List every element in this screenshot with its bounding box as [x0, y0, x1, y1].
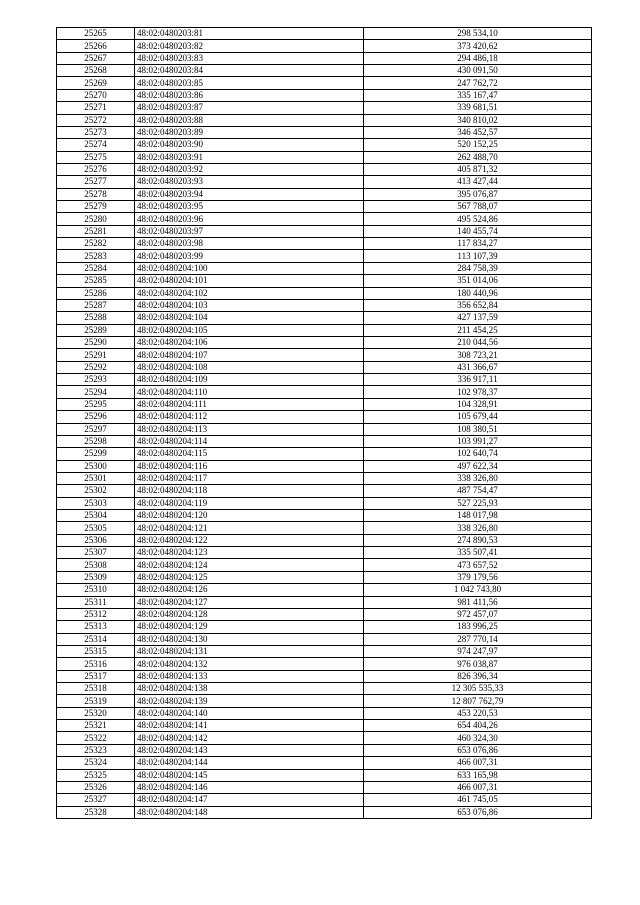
cadastral-number-cell: 48:02:0480204:146: [135, 781, 364, 793]
table-row: [57, 460, 592, 472]
value-cell: 148 017,98: [364, 510, 592, 522]
table-row: [57, 645, 592, 657]
cadastral-number-cell: 48:02:0480204:104: [135, 312, 364, 324]
cadastral-number-cell: 48:02:0480204:108: [135, 361, 364, 373]
row-number-cell: 25319: [57, 695, 135, 707]
cadastral-number-cell: 48:02:0480204:101: [135, 275, 364, 287]
table-row: [57, 176, 592, 188]
cadastral-number-cell: 48:02:0480204:139: [135, 695, 364, 707]
cadastral-number-cell: 48:02:0480204:109: [135, 374, 364, 386]
row-number-cell: 25308: [57, 559, 135, 571]
table-row: [57, 720, 592, 732]
cadastral-number-cell: 48:02:0480203:83: [135, 52, 364, 64]
value-cell: 1 042 743,80: [364, 584, 592, 596]
cadastral-number-cell: 48:02:0480204:140: [135, 707, 364, 719]
table-row: [57, 89, 592, 101]
cadastral-number-cell: 48:02:0480204:129: [135, 621, 364, 633]
cadastral-number-cell: 48:02:0480204:115: [135, 448, 364, 460]
row-number-cell: 25265: [57, 28, 135, 40]
table-row: [57, 77, 592, 89]
table-row: [57, 114, 592, 126]
value-cell: 294 486,18: [364, 52, 592, 64]
cadastral-number-cell: 48:02:0480204:123: [135, 547, 364, 559]
value-cell: 180 440,96: [364, 287, 592, 299]
row-number-cell: 25312: [57, 608, 135, 620]
cadastral-number-cell: 48:02:0480203:93: [135, 176, 364, 188]
table-row: [57, 386, 592, 398]
cadastral-number-cell: 48:02:0480204:133: [135, 670, 364, 682]
row-number-cell: 25291: [57, 349, 135, 361]
value-cell: 461 745,05: [364, 794, 592, 806]
row-number-cell: 25276: [57, 163, 135, 175]
table-row: [57, 510, 592, 522]
row-number-cell: 25286: [57, 287, 135, 299]
row-number-cell: 25271: [57, 102, 135, 114]
cadastral-number-cell: 48:02:0480203:87: [135, 102, 364, 114]
row-number-cell: 25297: [57, 423, 135, 435]
value-cell: 12 305 535,33: [364, 683, 592, 695]
row-number-cell: 25323: [57, 744, 135, 756]
table-row: [57, 435, 592, 447]
table-row: [57, 621, 592, 633]
cadastral-number-cell: 48:02:0480203:99: [135, 250, 364, 262]
cadastral-number-cell: 48:02:0480203:89: [135, 126, 364, 138]
table-row: [57, 398, 592, 410]
table-row: [57, 584, 592, 596]
table-row: [57, 559, 592, 571]
value-cell: 981 411,56: [364, 596, 592, 608]
row-number-cell: 25318: [57, 683, 135, 695]
table-row: [57, 201, 592, 213]
value-cell: 284 758,39: [364, 262, 592, 274]
table-row: [57, 596, 592, 608]
value-cell: 113 107,39: [364, 250, 592, 262]
value-cell: 427 137,59: [364, 312, 592, 324]
table-row: [57, 534, 592, 546]
table-row: [57, 213, 592, 225]
row-number-cell: 25269: [57, 77, 135, 89]
value-cell: 466 007,31: [364, 757, 592, 769]
cadastral-number-cell: 48:02:0480204:147: [135, 794, 364, 806]
cadastral-number-cell: 48:02:0480204:102: [135, 287, 364, 299]
value-cell: 338 326,80: [364, 522, 592, 534]
row-number-cell: 25277: [57, 176, 135, 188]
row-number-cell: 25316: [57, 658, 135, 670]
table-row: [57, 411, 592, 423]
cadastral-number-cell: 48:02:0480204:110: [135, 386, 364, 398]
cadastral-number-cell: 48:02:0480204:103: [135, 299, 364, 311]
value-cell: 102 978,37: [364, 386, 592, 398]
value-cell: 346 452,57: [364, 126, 592, 138]
cadastral-number-cell: 48:02:0480203:91: [135, 151, 364, 163]
value-cell: 336 917,11: [364, 374, 592, 386]
table-row: [57, 262, 592, 274]
value-cell: 497 622,34: [364, 460, 592, 472]
row-number-cell: 25309: [57, 571, 135, 583]
table-row: [57, 571, 592, 583]
value-cell: 974 247,97: [364, 645, 592, 657]
table-row: [57, 28, 592, 40]
cadastral-number-cell: 48:02:0480204:105: [135, 324, 364, 336]
table-row: [57, 448, 592, 460]
cadastral-number-cell: 48:02:0480204:145: [135, 769, 364, 781]
row-number-cell: 25270: [57, 89, 135, 101]
value-cell: 105 679,44: [364, 411, 592, 423]
table-row: [57, 225, 592, 237]
cadastral-number-cell: 48:02:0480204:143: [135, 744, 364, 756]
row-number-cell: 25278: [57, 188, 135, 200]
value-cell: 335 507,41: [364, 547, 592, 559]
row-number-cell: 25281: [57, 225, 135, 237]
row-number-cell: 25307: [57, 547, 135, 559]
cadastral-number-cell: 48:02:0480204:141: [135, 720, 364, 732]
table-row: [57, 163, 592, 175]
table-row: [57, 65, 592, 77]
cadastral-number-cell: 48:02:0480204:121: [135, 522, 364, 534]
value-cell: 262 488,70: [364, 151, 592, 163]
value-cell: 104 328,91: [364, 398, 592, 410]
cadastral-number-cell: 48:02:0480204:130: [135, 633, 364, 645]
cadastral-number-cell: 48:02:0480204:125: [135, 571, 364, 583]
cadastral-number-cell: 48:02:0480203:82: [135, 40, 364, 52]
cadastral-number-cell: 48:02:0480204:132: [135, 658, 364, 670]
table-row: [57, 683, 592, 695]
table-row: [57, 188, 592, 200]
table-row: [57, 287, 592, 299]
row-number-cell: 25283: [57, 250, 135, 262]
table-row: [57, 707, 592, 719]
row-number-cell: 25274: [57, 139, 135, 151]
value-cell: 527 225,93: [364, 497, 592, 509]
table-body: [57, 28, 592, 819]
row-number-cell: 25325: [57, 769, 135, 781]
cadastral-number-cell: 48:02:0480204:138: [135, 683, 364, 695]
row-number-cell: 25327: [57, 794, 135, 806]
value-cell: 12 807 762,79: [364, 695, 592, 707]
table-row: [57, 744, 592, 756]
value-cell: 140 455,74: [364, 225, 592, 237]
row-number-cell: 25290: [57, 336, 135, 348]
row-number-cell: 25287: [57, 299, 135, 311]
cadastral-number-cell: 48:02:0480204:112: [135, 411, 364, 423]
table-row: [57, 658, 592, 670]
row-number-cell: 25289: [57, 324, 135, 336]
cadastral-number-cell: 48:02:0480204:126: [135, 584, 364, 596]
row-number-cell: 25314: [57, 633, 135, 645]
table-row: [57, 126, 592, 138]
value-cell: 487 754,47: [364, 485, 592, 497]
table-row: [57, 250, 592, 262]
row-number-cell: 25284: [57, 262, 135, 274]
row-number-cell: 25275: [57, 151, 135, 163]
table-row: [57, 633, 592, 645]
row-number-cell: 25320: [57, 707, 135, 719]
row-number-cell: 25311: [57, 596, 135, 608]
cadastral-number-cell: 48:02:0480204:113: [135, 423, 364, 435]
cadastral-number-cell: 48:02:0480204:111: [135, 398, 364, 410]
value-cell: 351 014,06: [364, 275, 592, 287]
value-cell: 495 524,86: [364, 213, 592, 225]
table-row: [57, 757, 592, 769]
row-number-cell: 25303: [57, 497, 135, 509]
value-cell: 338 326,80: [364, 472, 592, 484]
value-cell: 466 007,31: [364, 781, 592, 793]
value-cell: 826 396,34: [364, 670, 592, 682]
table-row: [57, 497, 592, 509]
row-number-cell: 25328: [57, 806, 135, 818]
row-number-cell: 25317: [57, 670, 135, 682]
value-cell: 633 165,98: [364, 769, 592, 781]
cadastral-number-cell: 48:02:0480204:144: [135, 757, 364, 769]
data-table: [56, 27, 592, 819]
cadastral-number-cell: 48:02:0480204:100: [135, 262, 364, 274]
table-row: [57, 40, 592, 52]
row-number-cell: 25310: [57, 584, 135, 596]
cadastral-number-cell: 48:02:0480204:106: [135, 336, 364, 348]
value-cell: 340 810,02: [364, 114, 592, 126]
cadastral-number-cell: 48:02:0480204:127: [135, 596, 364, 608]
value-cell: 567 788,07: [364, 201, 592, 213]
value-cell: 653 076,86: [364, 806, 592, 818]
table-row: [57, 151, 592, 163]
table-row: [57, 299, 592, 311]
table-row: [57, 695, 592, 707]
row-number-cell: 25293: [57, 374, 135, 386]
cadastral-number-cell: 48:02:0480203:98: [135, 238, 364, 250]
value-cell: 460 324,30: [364, 732, 592, 744]
value-cell: 976 038,87: [364, 658, 592, 670]
table-row: [57, 794, 592, 806]
cadastral-number-cell: 48:02:0480204:122: [135, 534, 364, 546]
table-row: [57, 374, 592, 386]
cadastral-number-cell: 48:02:0480204:120: [135, 510, 364, 522]
table-row: [57, 670, 592, 682]
table-row: [57, 547, 592, 559]
value-cell: 211 454,25: [364, 324, 592, 336]
value-cell: 108 380,51: [364, 423, 592, 435]
row-number-cell: 25268: [57, 65, 135, 77]
cadastral-number-cell: 48:02:0480204:119: [135, 497, 364, 509]
value-cell: 395 076,87: [364, 188, 592, 200]
table-row: [57, 608, 592, 620]
table-row: [57, 139, 592, 151]
cadastral-number-cell: 48:02:0480203:96: [135, 213, 364, 225]
cadastral-number-cell: 48:02:0480204:116: [135, 460, 364, 472]
value-cell: 654 404,26: [364, 720, 592, 732]
row-number-cell: 25280: [57, 213, 135, 225]
row-number-cell: 25294: [57, 386, 135, 398]
cadastral-number-cell: 48:02:0480203:81: [135, 28, 364, 40]
cadastral-number-cell: 48:02:0480204:131: [135, 645, 364, 657]
cadastral-number-cell: 48:02:0480204:128: [135, 608, 364, 620]
row-number-cell: 25299: [57, 448, 135, 460]
value-cell: 308 723,21: [364, 349, 592, 361]
table-row: [57, 102, 592, 114]
table-row: [57, 275, 592, 287]
row-number-cell: 25288: [57, 312, 135, 324]
cadastral-number-cell: 48:02:0480203:92: [135, 163, 364, 175]
row-number-cell: 25322: [57, 732, 135, 744]
value-cell: 972 457,07: [364, 608, 592, 620]
table-row: [57, 423, 592, 435]
row-number-cell: 25266: [57, 40, 135, 52]
value-cell: 274 890,53: [364, 534, 592, 546]
cadastral-number-cell: 48:02:0480204:117: [135, 472, 364, 484]
value-cell: 431 366,67: [364, 361, 592, 373]
value-cell: 102 640,74: [364, 448, 592, 460]
cadastral-number-cell: 48:02:0480203:86: [135, 89, 364, 101]
table-row: [57, 52, 592, 64]
value-cell: 520 152,25: [364, 139, 592, 151]
table-row: [57, 769, 592, 781]
table-row: [57, 312, 592, 324]
row-number-cell: 25326: [57, 781, 135, 793]
cadastral-number-cell: 48:02:0480203:84: [135, 65, 364, 77]
row-number-cell: 25267: [57, 52, 135, 64]
cadastral-number-cell: 48:02:0480204:142: [135, 732, 364, 744]
table-row: [57, 361, 592, 373]
row-number-cell: 25313: [57, 621, 135, 633]
value-cell: 103 991,27: [364, 435, 592, 447]
row-number-cell: 25306: [57, 534, 135, 546]
cadastral-number-cell: 48:02:0480204:148: [135, 806, 364, 818]
value-cell: 298 534,10: [364, 28, 592, 40]
cadastral-number-cell: 48:02:0480204:114: [135, 435, 364, 447]
value-cell: 287 770,14: [364, 633, 592, 645]
value-cell: 413 427,44: [364, 176, 592, 188]
value-cell: 335 167,47: [364, 89, 592, 101]
row-number-cell: 25302: [57, 485, 135, 497]
row-number-cell: 25295: [57, 398, 135, 410]
value-cell: 247 762,72: [364, 77, 592, 89]
value-cell: 653 076,86: [364, 744, 592, 756]
table-row: [57, 349, 592, 361]
row-number-cell: 25305: [57, 522, 135, 534]
cadastral-number-cell: 48:02:0480203:90: [135, 139, 364, 151]
table-row: [57, 485, 592, 497]
value-cell: 453 220,53: [364, 707, 592, 719]
cadastral-number-cell: 48:02:0480203:95: [135, 201, 364, 213]
row-number-cell: 25279: [57, 201, 135, 213]
cadastral-number-cell: 48:02:0480203:94: [135, 188, 364, 200]
value-cell: 183 996,25: [364, 621, 592, 633]
value-cell: 430 091,50: [364, 65, 592, 77]
row-number-cell: 25298: [57, 435, 135, 447]
row-number-cell: 25282: [57, 238, 135, 250]
value-cell: 339 681,51: [364, 102, 592, 114]
row-number-cell: 25272: [57, 114, 135, 126]
row-number-cell: 25304: [57, 510, 135, 522]
row-number-cell: 25285: [57, 275, 135, 287]
row-number-cell: 25296: [57, 411, 135, 423]
row-number-cell: 25300: [57, 460, 135, 472]
table-row: [57, 732, 592, 744]
table-row: [57, 324, 592, 336]
cadastral-number-cell: 48:02:0480204:107: [135, 349, 364, 361]
value-cell: 405 871,32: [364, 163, 592, 175]
row-number-cell: 25321: [57, 720, 135, 732]
value-cell: 210 044,56: [364, 336, 592, 348]
row-number-cell: 25292: [57, 361, 135, 373]
row-number-cell: 25324: [57, 757, 135, 769]
value-cell: 117 834,27: [364, 238, 592, 250]
row-number-cell: 25301: [57, 472, 135, 484]
table-row: [57, 472, 592, 484]
cadastral-number-cell: 48:02:0480204:118: [135, 485, 364, 497]
cadastral-number-cell: 48:02:0480203:97: [135, 225, 364, 237]
row-number-cell: 25315: [57, 645, 135, 657]
table-row: [57, 781, 592, 793]
row-number-cell: 25273: [57, 126, 135, 138]
cadastral-number-cell: 48:02:0480204:124: [135, 559, 364, 571]
value-cell: 373 420,62: [364, 40, 592, 52]
cadastral-number-cell: 48:02:0480203:85: [135, 77, 364, 89]
table-row: [57, 522, 592, 534]
cadastral-number-cell: 48:02:0480203:88: [135, 114, 364, 126]
table-row: [57, 806, 592, 818]
table-row: [57, 238, 592, 250]
value-cell: 379 179,56: [364, 571, 592, 583]
table-row: [57, 336, 592, 348]
value-cell: 473 657,52: [364, 559, 592, 571]
value-cell: 356 652,84: [364, 299, 592, 311]
